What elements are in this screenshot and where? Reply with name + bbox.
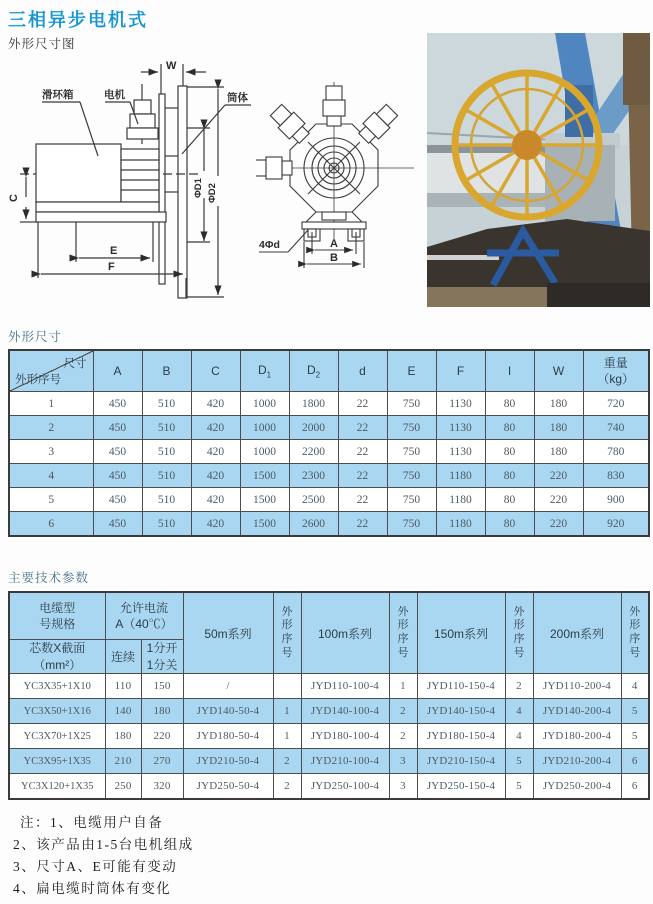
table-cell: 80 <box>485 512 534 537</box>
column-header: I <box>485 350 534 392</box>
table-cell: 250 <box>105 774 141 800</box>
series-200m-header: 200m系列 <box>533 592 621 674</box>
table-cell: JYD210-50-4 <box>183 749 273 774</box>
table-cell: JYD140-100-4 <box>301 699 389 724</box>
table-cell: 1000 <box>240 440 289 464</box>
table-cell: 4 <box>505 724 533 749</box>
table-cell: 750 <box>387 440 436 464</box>
table-cell: 180 <box>534 416 583 440</box>
table-cell: 110 <box>105 674 141 699</box>
table-cell: 80 <box>485 488 534 512</box>
table-cell: 80 <box>485 464 534 488</box>
table-row <box>9 416 649 440</box>
table-cell: JYD110-150-4 <box>417 674 505 699</box>
table-cell: 4 <box>9 464 93 488</box>
table-cell: 5 <box>621 699 649 724</box>
table-cell: 780 <box>583 440 649 464</box>
table-cell: 450 <box>93 416 142 440</box>
note-line: 2、该产品由1-5台电机组成 <box>13 837 194 852</box>
core-section-header: 芯数X截面 （mm²） <box>9 640 105 674</box>
table-cell: JYD250-100-4 <box>301 774 389 800</box>
table-cell: 420 <box>191 416 240 440</box>
table-cell: 1500 <box>240 512 289 537</box>
table-cell: 2600 <box>289 512 338 537</box>
table-cell: 1180 <box>436 512 485 537</box>
dim-f-label: F <box>108 261 115 273</box>
table-cell: 2 <box>9 416 93 440</box>
column-header: C <box>191 350 240 392</box>
table-cell: 2200 <box>289 440 338 464</box>
slip-ring-box-label: 滑环箱 <box>42 89 74 101</box>
product-photo <box>427 33 650 307</box>
table-cell: 420 <box>191 512 240 537</box>
dimension-table <box>8 349 650 537</box>
header-row <box>9 592 649 640</box>
motor-label: 电机 <box>104 89 125 101</box>
dim-a-label: A <box>330 238 338 250</box>
table-cell: JYD180-200-4 <box>533 724 621 749</box>
table-cell: 900 <box>583 488 649 512</box>
table-cell: 450 <box>93 464 142 488</box>
series-100m-header: 100m系列 <box>301 592 389 674</box>
table-cell: 1180 <box>436 464 485 488</box>
dim-holes-label: 4Φd <box>259 239 280 251</box>
drum-label: 筒体 <box>227 92 248 104</box>
table-cell: 22 <box>338 512 387 537</box>
table-cell: 4 <box>505 699 533 724</box>
table-cell: 2 <box>389 724 417 749</box>
table-cell: 750 <box>387 416 436 440</box>
diagram-caption: 外形尺寸图 <box>8 37 76 51</box>
table-cell: 720 <box>583 392 649 416</box>
table-cell: 1800 <box>289 392 338 416</box>
table-cell: 450 <box>93 488 142 512</box>
table-cell: 180 <box>105 724 141 749</box>
table-cell: 180 <box>534 440 583 464</box>
table-cell: JYD250-150-4 <box>417 774 505 800</box>
table-cell: JYD140-150-4 <box>417 699 505 724</box>
table-cell: 2000 <box>289 416 338 440</box>
photo-cable-reel <box>455 73 599 217</box>
dim-c-label: C <box>8 194 20 202</box>
table-cell: 510 <box>142 464 191 488</box>
table-cell <box>273 674 301 699</box>
section-title-dimensions: 外形尺寸 <box>8 330 63 344</box>
allowed-current-header: 允许电流 A（40℃） <box>105 592 183 640</box>
series-50m-header: 50m系列 <box>183 592 273 674</box>
table-row <box>9 440 649 464</box>
table-cell: 2 <box>273 774 301 800</box>
table-cell: 510 <box>142 512 191 537</box>
dim-e-label: E <box>110 245 118 257</box>
table-cell: 150 <box>141 674 183 699</box>
profile-no-header: 外形序号 <box>621 592 649 674</box>
table-cell: 420 <box>191 440 240 464</box>
table-cell: YC3X70+1X25 <box>9 724 105 749</box>
table-cell: 220 <box>141 724 183 749</box>
table-cell: 5 <box>621 724 649 749</box>
corner-bottom-label: 外形序号 <box>15 374 61 386</box>
table-cell: 4 <box>621 674 649 699</box>
table-cell: JYD110-100-4 <box>301 674 389 699</box>
table-cell: 740 <box>583 416 649 440</box>
table-cell: 1500 <box>240 464 289 488</box>
table-cell: 3 <box>9 440 93 464</box>
table-cell: 510 <box>142 416 191 440</box>
table-cell: 450 <box>93 512 142 537</box>
table-cell: 510 <box>142 488 191 512</box>
profile-no-header: 外形序号 <box>505 592 533 674</box>
table-row <box>9 774 649 800</box>
column-header: $D_1$ <box>240 350 289 392</box>
table-row <box>9 674 649 699</box>
table-cell: JYD210-200-4 <box>533 749 621 774</box>
table-row <box>9 724 649 749</box>
table-cell: JYD250-50-4 <box>183 774 273 800</box>
column-header: W <box>534 350 583 392</box>
profile-no-header: 外形序号 <box>273 592 301 674</box>
series-150m-header: 150m系列 <box>417 592 505 674</box>
table-cell: 420 <box>191 464 240 488</box>
column-header: E <box>387 350 436 392</box>
table-cell: / <box>183 674 273 699</box>
table-cell: 1130 <box>436 392 485 416</box>
table-cell: 1500 <box>240 488 289 512</box>
table-cell: 320 <box>141 774 183 800</box>
table-cell: 6 <box>621 749 649 774</box>
intermittent-header: 1分开 1分关 <box>141 640 183 674</box>
table-cell: 5 <box>505 749 533 774</box>
table-cell: 750 <box>387 512 436 537</box>
section-title-parameters: 主要技术参数 <box>8 571 90 585</box>
column-header: d <box>338 350 387 392</box>
cable-model-header: 电缆型 号规格 <box>9 592 105 640</box>
table-cell: 2 <box>505 674 533 699</box>
profile-no-header: 外形序号 <box>389 592 417 674</box>
table-cell: 920 <box>583 512 649 537</box>
table-cell: 22 <box>338 488 387 512</box>
continuous-header: 连续 <box>105 640 141 674</box>
table-row <box>9 464 649 488</box>
table-cell: 22 <box>338 440 387 464</box>
table-cell: 510 <box>142 392 191 416</box>
table-cell: 750 <box>387 488 436 512</box>
table-cell: 1000 <box>240 392 289 416</box>
table-cell: 1130 <box>436 440 485 464</box>
table-cell: 420 <box>191 392 240 416</box>
table-cell: JYD180-50-4 <box>183 724 273 749</box>
table-cell: 1000 <box>240 416 289 440</box>
table-cell: 1 <box>9 392 93 416</box>
table-row <box>9 699 649 724</box>
table-cell: JYD140-200-4 <box>533 699 621 724</box>
dim-w-label: W <box>166 60 177 72</box>
table-row <box>9 392 649 416</box>
column-header: B <box>142 350 191 392</box>
dim-b-label: B <box>330 252 338 264</box>
table-cell: YC3X50+1X16 <box>9 699 105 724</box>
table-cell: 6 <box>9 512 93 537</box>
table-cell: 80 <box>485 416 534 440</box>
table-cell: 3 <box>389 774 417 800</box>
table-cell: 6 <box>621 774 649 800</box>
dim-d1-label: ΦD1 <box>193 178 204 198</box>
table-cell: 180 <box>534 392 583 416</box>
table-cell: 220 <box>534 512 583 537</box>
table-cell: 1130 <box>436 416 485 440</box>
table-cell: 420 <box>191 488 240 512</box>
table-cell: 1 <box>273 724 301 749</box>
table-cell: JYD140-50-4 <box>183 699 273 724</box>
table-cell: 80 <box>485 440 534 464</box>
side-view-drawing <box>6 56 256 301</box>
table-row <box>9 488 649 512</box>
table-cell: JYD210-100-4 <box>301 749 389 774</box>
table-row <box>9 749 649 774</box>
column-header: $D_2$ <box>289 350 338 392</box>
table-cell: 270 <box>141 749 183 774</box>
front-view-drawing <box>256 80 416 280</box>
note-line: 3、尺寸A、E可能有变动 <box>13 859 178 874</box>
page-title: 三相异步电机式 <box>8 10 148 30</box>
table-cell: 22 <box>338 464 387 488</box>
table-cell: 1 <box>389 674 417 699</box>
table-cell: 750 <box>387 392 436 416</box>
table-row <box>9 512 649 537</box>
table-cell: JYD250-200-4 <box>533 774 621 800</box>
note-line: 注：1、电缆用户自备 <box>20 815 164 830</box>
table-cell: 220 <box>534 464 583 488</box>
table-cell: JYD210-150-4 <box>417 749 505 774</box>
table-cell: JYD180-150-4 <box>417 724 505 749</box>
note-line: 4、扁电缆时筒体有变化 <box>13 881 172 896</box>
table-cell: YC3X35+1X10 <box>9 674 105 699</box>
table-cell: 2 <box>273 749 301 774</box>
table-cell: 2500 <box>289 488 338 512</box>
notes <box>13 812 194 900</box>
table-cell: JYD110-200-4 <box>533 674 621 699</box>
table-cell: 750 <box>387 464 436 488</box>
table-cell: 830 <box>583 464 649 488</box>
table-cell: 450 <box>93 440 142 464</box>
header-row <box>9 350 649 392</box>
table-cell: 5 <box>9 488 93 512</box>
parameter-table <box>8 591 650 800</box>
table-cell: YC3X120+1X35 <box>9 774 105 800</box>
table-cell: 210 <box>105 749 141 774</box>
corner-header <box>9 350 93 392</box>
column-header: 重量 （kg） <box>583 350 649 392</box>
column-header: F <box>436 350 485 392</box>
table-cell: 22 <box>338 392 387 416</box>
table-cell: 3 <box>389 749 417 774</box>
table-cell: 1180 <box>436 488 485 512</box>
table-cell: 140 <box>105 699 141 724</box>
dim-d2-label: ΦD2 <box>207 183 218 203</box>
table-cell: JYD180-100-4 <box>301 724 389 749</box>
table-cell: 2 <box>389 699 417 724</box>
table-cell: 220 <box>534 488 583 512</box>
table-cell: 180 <box>141 699 183 724</box>
table-cell: YC3X95+1X35 <box>9 749 105 774</box>
table-cell: 510 <box>142 440 191 464</box>
corner-top-label: 尺寸 <box>63 358 87 370</box>
table-cell: 450 <box>93 392 142 416</box>
table-cell: 2300 <box>289 464 338 488</box>
table-cell: 5 <box>505 774 533 800</box>
column-header: A <box>93 350 142 392</box>
table-cell: 1 <box>273 699 301 724</box>
table-cell: 80 <box>485 392 534 416</box>
table-cell: 22 <box>338 416 387 440</box>
